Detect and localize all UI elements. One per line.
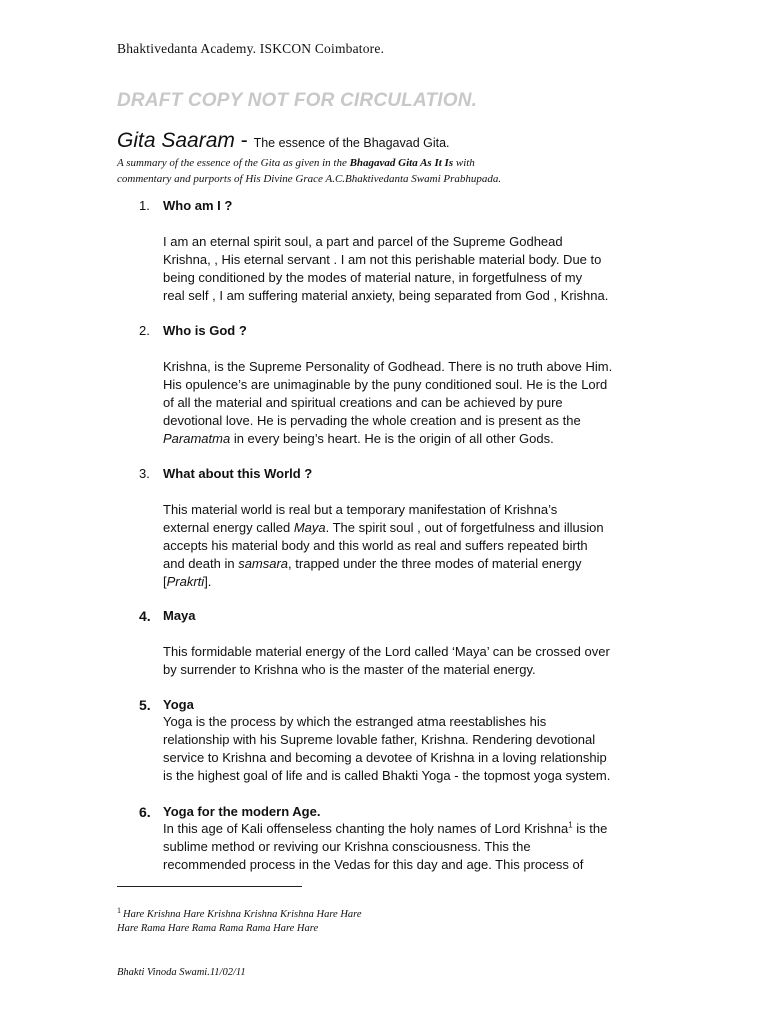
- paragraph-line: devotional love. He is pervading the whole creation and is present as the: [163, 413, 581, 428]
- paragraph-line: by surrender to Krishna who is the master of the material energy.: [163, 662, 536, 677]
- title-subtitle: The essence of the Bhagavad Gita.: [253, 136, 450, 150]
- summary-text: A summary of the essence of the Gita as given in the: [117, 157, 350, 169]
- section-paragraph: [163, 820, 658, 874]
- line-text: in every being’s heart. He is the origin of all other Gods.: [230, 431, 554, 446]
- section-number: 3.: [139, 466, 150, 481]
- line-text: [: [163, 574, 167, 589]
- section-heading: Who is God ?: [163, 323, 247, 338]
- section-paragraph: [163, 358, 658, 448]
- paragraph-line: relationship with his Supreme lovable father, Krishna. Rendering devotional: [163, 732, 596, 747]
- paragraph-line: [163, 573, 658, 591]
- line-text: , trapped under the three modes of material energy: [288, 556, 582, 571]
- line-text: and death in: [163, 556, 239, 571]
- line-text: is the: [572, 821, 608, 836]
- paragraph-line: is the highest goal of life and is called Bhakti Yoga - the topmost yoga system.: [163, 768, 611, 783]
- paragraph-line: real self , I am suffering material anxiety, being separated from God , Krishna.: [163, 288, 609, 303]
- summary-text: with: [453, 157, 475, 169]
- italic-term: Paramatma: [163, 431, 231, 446]
- paragraph-line: service to Krishna and becoming a devotee of Krishna in a loving relationship: [163, 750, 607, 765]
- section-heading: Who am I ?: [163, 198, 233, 213]
- paragraph-line: This material world is real but a temporary manifestation of Krishna’s: [163, 502, 558, 517]
- paragraph-line: being conditioned by the modes of material nature, in forgetfulness of my: [163, 270, 583, 285]
- paragraph-line: His opulence’s are unimaginable by the puny conditioned soul. He is the Lord: [163, 377, 608, 392]
- title-main: Gita Saaram: [117, 129, 235, 152]
- footnote: [117, 905, 362, 936]
- line-text: external energy called: [163, 520, 294, 535]
- section-paragraph: [163, 713, 658, 785]
- paragraph-line: This formidable material energy of the Lord called ‘Maya’ can be crossed over: [163, 644, 610, 659]
- section-paragraph: [163, 643, 658, 679]
- title-dash: -: [234, 129, 254, 152]
- line-text: ].: [204, 574, 212, 589]
- document-title: [117, 129, 450, 153]
- summary-line-1: [117, 155, 657, 171]
- section-number: 2.: [139, 323, 150, 338]
- section-heading: Maya: [163, 608, 196, 623]
- section-number: 5.: [139, 697, 151, 713]
- footnote-ref[interactable]: 1: [568, 820, 573, 830]
- summary-line-2: commentary and purports of His Divine Grace A.C.Bhaktivedanta Swami Prabhupada.: [117, 173, 502, 185]
- document-header: Bhaktivedanta Academy. ISKCON Coimbatore.: [117, 41, 385, 56]
- summary-book-title: Bhagavad Gita As It Is: [349, 157, 454, 169]
- footnote-divider: [117, 886, 302, 887]
- paragraph-line: of all the material and spiritual creations and can be achieved by pure: [163, 395, 563, 410]
- paragraph-line: Krishna, , His eternal servant . I am not this perishable material body. Due to: [163, 252, 602, 267]
- italic-term: samsara: [238, 556, 289, 571]
- section-paragraph: [163, 233, 658, 305]
- italic-term: Maya: [293, 520, 326, 535]
- paragraph-line: accepts his material body and this world as real and suffers repeated birth: [163, 538, 588, 553]
- paragraph-line: recommended process in the Vedas for this day and age. This process of: [163, 857, 584, 872]
- section-number: 6.: [139, 804, 151, 820]
- page-footer: Bhakti Vinoda Swami.11/02/11: [117, 967, 246, 978]
- section-heading: Yoga for the modern Age.: [163, 804, 321, 819]
- section-paragraph: [163, 501, 658, 591]
- paragraph-line: [163, 519, 658, 537]
- section-number: 1.: [139, 198, 150, 213]
- paragraph-line: sublime method or reviving our Krishna consciousness. This the: [163, 839, 531, 854]
- paragraph-line: I am an eternal spirit soul, a part and parcel of the Supreme Godhead: [163, 234, 563, 249]
- paragraph-line: [163, 820, 658, 838]
- footnote-marker: 1: [117, 905, 121, 915]
- line-text: . The spirit soul , out of forgetfulness and illusion: [325, 520, 604, 535]
- paragraph-line: [163, 430, 658, 448]
- paragraph-line: Yoga is the process by which the estranged atma reestablishes his: [163, 714, 547, 729]
- paragraph-line: [163, 555, 658, 573]
- section-heading: Yoga: [163, 697, 194, 712]
- footnote-text: Hare Krishna Hare Krishna Krishna Krishna Hare Hare: [123, 909, 362, 920]
- footnote-line-2: Hare Rama Hare Rama Rama Rama Hare Hare: [117, 923, 319, 934]
- italic-term: Prakrti: [166, 574, 205, 589]
- section-number: 4.: [139, 608, 151, 624]
- line-text: In this age of Kali offenseless chanting the holy names of Lord Krishna: [163, 821, 569, 836]
- summary: [117, 155, 657, 187]
- paragraph-line: Krishna, is the Supreme Personality of Godhead. There is no truth above Him.: [163, 359, 613, 374]
- section-heading: What about this World ?: [163, 466, 313, 481]
- footnote-line-1: [117, 905, 362, 922]
- draft-notice: DRAFT COPY NOT FOR CIRCULATION.: [117, 90, 478, 111]
